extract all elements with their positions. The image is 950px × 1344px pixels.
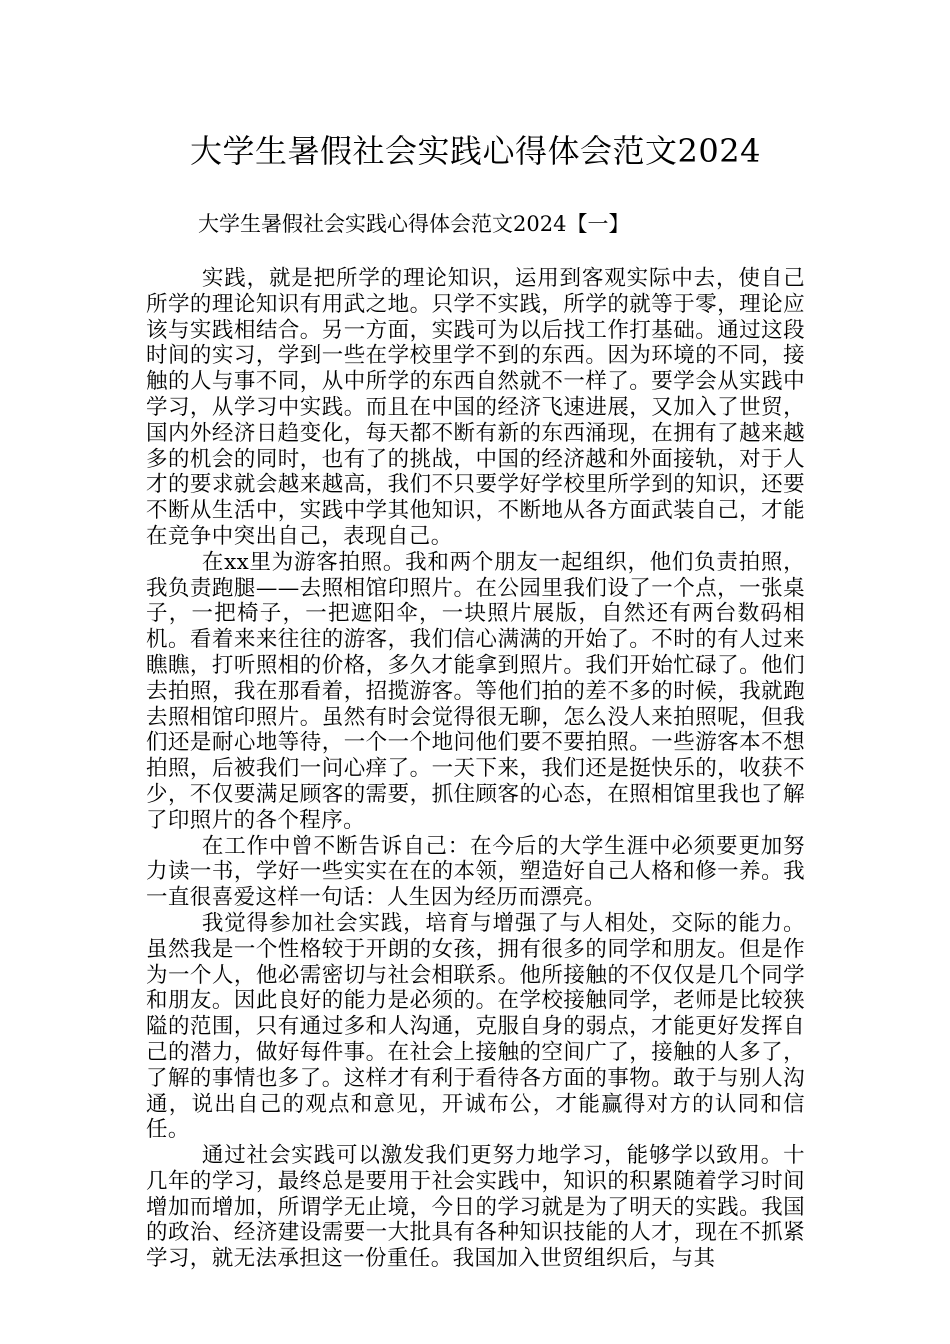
- document-title: 大学生暑假社会实践心得体会范文2024: [190, 132, 761, 170]
- paragraph-2: 在xx里为游客拍照。我和两个朋友一起组织，他们负责拍照，我负责跑腿——去照相馆印照片。在公园里我们设了一个点，一张桌子，一把椅子，一把遮阳伞，一块照片展版，自然还有两台数码相机。看着来来往往的游客，我们信心满满的开始了。不时的有人过来瞧瞧，打听照相的价格，多久才能拿到照片。我们开始忙碌了。他们去拍照，我在那看着，招揽游客。等他们拍的差不多的时候，我就跑去照相馆印照片。虽然有时会觉得很无聊，怎么没人来拍照呢，但我们还是耐心地等待，一个一个地问他们要不要拍照。一些游客本不想拍照，后被我们一问心痒了。一天下来，我们还是挺快乐的，收获不少，不仅要满足顾客的需要，抓住顾客的心态，在照相馆里我也了解了印照片的各个程序。: [146, 549, 805, 833]
- document-body: [146, 266, 805, 1272]
- paragraph-1: 实践，就是把所学的理论知识，运用到客观实际中去，使自己所学的理论知识有用武之地。只学不实践，所学的就等于零，理论应该与实践相结合。另一方面，实践可为以后找工作打基础。通过这段时间的实习，学到一些在学校里学不到的东西。因为环境的不同，接触的人与事不同，从中所学的东西自然就不一样了。要学会从实践中学习，从学习中实践。而且在中国的经济飞速进展，又加入了世贸，国内外经济日趋变化，每天都不断有新的东西涌现，在拥有了越来越多的机会的同时，也有了的挑战，中国的经济越和外面接轨，对于人才的要求就会越来越高，我们不只要学好学校里所学到的知识，还要不断从生活中，实践中学其他知识，不断地从各方面武装自己，才能在竞争中突出自己，表现自己。: [146, 266, 805, 549]
- section-heading: 大学生暑假社会实践心得体会范文2024【一】: [198, 212, 630, 236]
- paragraph-4: 我觉得参加社会实践，培育与增强了与人相处，交际的能力。虽然我是一个性格较于开朗的女孩，拥有很多的同学和朋友。但是作为一个人，他必需密切与社会相联系。他所接触的不仅仅是几个同学和朋友。因此良好的能力是必须的。在学校接触同学，老师是比较狭隘的范围，只有通过多和人沟通，克服自身的弱点，才能更好发挥自己的潜力，做好每件事。在社会上接触的空间广了，接触的人多了，了解的事情也多了。这样才有利于看待各方面的事物。敢于与别人沟通，说出自己的观点和意见，开诚布公，才能赢得对方的认同和信任。: [146, 910, 805, 1143]
- paragraph-5: 通过社会实践可以激发我们更努力地学习，能够学以致用。十几年的学习，最终总是要用于社会实践中，知识的积累随着学习时间增加而增加，所谓学无止境，今日的学习就是为了明天的实践。我国的政治、经济建设需要一大批具有各种知识技能的人才，现在不抓紧学习，就无法承担这一份重任。我国加入世贸组织后，与其: [146, 1143, 805, 1272]
- paragraph-3: 在工作中曾不断告诉自己：在今后的大学生涯中必须要更加努力读一书，学好一些实实在在的本领，塑造好自己人格和修一养。我一直很喜爱这样一句话：人生因为经历而漂亮。: [146, 833, 805, 911]
